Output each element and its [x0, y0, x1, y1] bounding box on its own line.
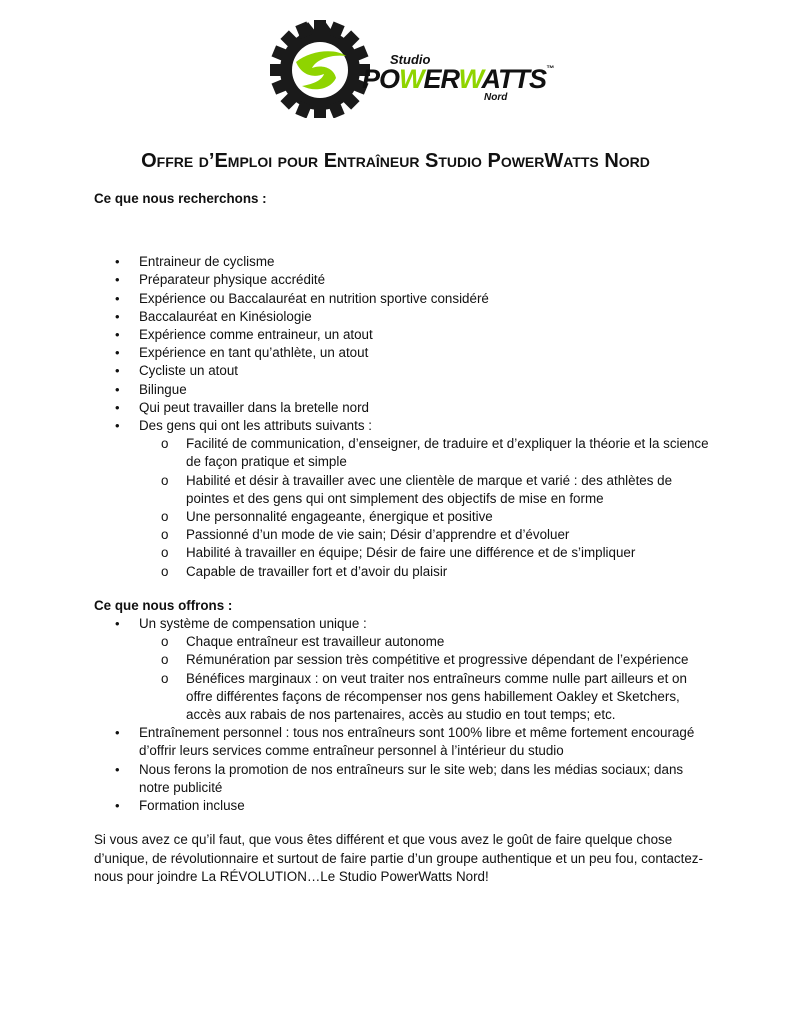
list-item: • Entraînement personnel : tous nos entraîneurs sont 100% libre et même fortement encouragé d’offrir leurs services comme entraîneur personnel à l’intérieur du studio	[115, 725, 695, 759]
list-item: • Bilingue	[115, 381, 187, 397]
list-item: • Expérience en tant qu’athlète, un atout	[115, 345, 369, 361]
sublist-item: o Bénéfices marginaux : on veut traiter nos entraîneurs comme nulle part ailleurs et on offre différentes façons de récompenser nos gens habillement Oakley et Sketchers, accès aux rabais de nos partenaires, accès au studio en tout temps; etc.	[161, 670, 687, 723]
requirements-list	[94, 253, 714, 581]
closing-paragraph: Si vous avez ce qu’il faut, que vous êtes différent et que vous avez le goût de faire quelque chose d’unique, de révolutionnaire et surtout de faire partie d’un groupe authentique et un peu fou, contactez-nous pour joindre La RÉVOLUTION…Le Studio PowerWatts Nord!	[94, 832, 703, 884]
list-item: • Baccalauréat en Kinésiologie	[115, 308, 312, 324]
list-item: • Qui peut travailler dans la bretelle nord	[115, 399, 370, 415]
sublist-item: o Habilité à travailler en équipe; Désir de faire une différence et de s’impliquer	[161, 545, 636, 561]
list-item: • Expérience comme entraineur, un atout	[115, 327, 373, 343]
list-item: • Cycliste un atout	[115, 363, 238, 379]
logo-studio-text: Studio	[390, 52, 431, 67]
list-item: • Des gens qui ont les attributs suivants : o Facilité de communication, d’enseigner, de traduire et d’expliquer la théorie et la science de façon pratique et simple o Habilité et désir à travailler avec une clientèle de marque et varié : des athlètes de pointes et des gens qui ont simplement des objectifs de mise en forme o Une personnalité engageante, énergique et positive o Passionné d’un mode de vie sain; Désir d’apprendre et d’évoluer o Habilité à travailler en équipe; Désir de faire une différence et de s’impliquer o Capable de travailler fort et d’avoir du plaisir	[94, 417, 714, 581]
compensation-sublist	[139, 633, 714, 724]
offer-list	[94, 615, 714, 815]
document-body	[94, 190, 714, 886]
page-title: Offre d’Emploi pour Entraîneur Studio PowerWatts Nord	[141, 150, 650, 172]
list-item: • Expérience ou Baccalauréat en nutrition sportive considéré	[115, 290, 489, 306]
studio-powerwatts-logo	[268, 14, 554, 118]
list-item: • Un système de compensation unique : o Chaque entraîneur est travailleur autonome o Rémunération par session très compétitive et progressive dépendant de l’expérience o Bénéfices marginaux : on veut traiter nos entraîneurs comme nulle part ailleurs et on offre différentes façons de récompenser nos gens habillement Oakley et Sketchers, accès aux rabais de nos partenaires, accès au studio en tout temps; etc.	[94, 615, 714, 724]
section-heading-offer: Ce que nous offrons :	[94, 597, 233, 613]
sublist-item: o Chaque entraîneur est travailleur autonome	[161, 634, 445, 650]
logo-brand-text: POWERWATTS™	[362, 64, 554, 94]
list-item: • Nous ferons la promotion de nos entraîneurs sur le site web; dans les médias sociaux; dans notre publicité	[115, 761, 684, 795]
section-heading-looking: Ce que nous recherchons :	[94, 191, 267, 206]
list-item: • Entraineur de cyclisme	[115, 254, 275, 270]
attributes-sublist	[139, 435, 714, 581]
sublist-item: o Rémunération par session très compétitive et progressive dépendant de l’expérience	[161, 652, 689, 668]
list-item: • Préparateur physique accrédité	[115, 272, 326, 288]
sublist-item: o Habilité et désir à travailler avec une clientèle de marque et varié : des athlètes de pointes et des gens qui ont simplement des objectifs de mise en forme	[161, 472, 673, 506]
sublist-item: o Passionné d’un mode de vie sain; Désir d’apprendre et d’évoluer	[161, 527, 570, 543]
sublist-item: o Facilité de communication, d’enseigner, de traduire et d’expliquer la théorie et la science de façon pratique et simple	[161, 436, 709, 470]
logo-nord-text: Nord	[484, 92, 508, 103]
sublist-item: o Capable de travailler fort et d’avoir du plaisir	[161, 563, 448, 579]
list-item: • Formation incluse	[115, 798, 245, 814]
sublist-item: o Une personnalité engageante, énergique et positive	[161, 509, 493, 525]
